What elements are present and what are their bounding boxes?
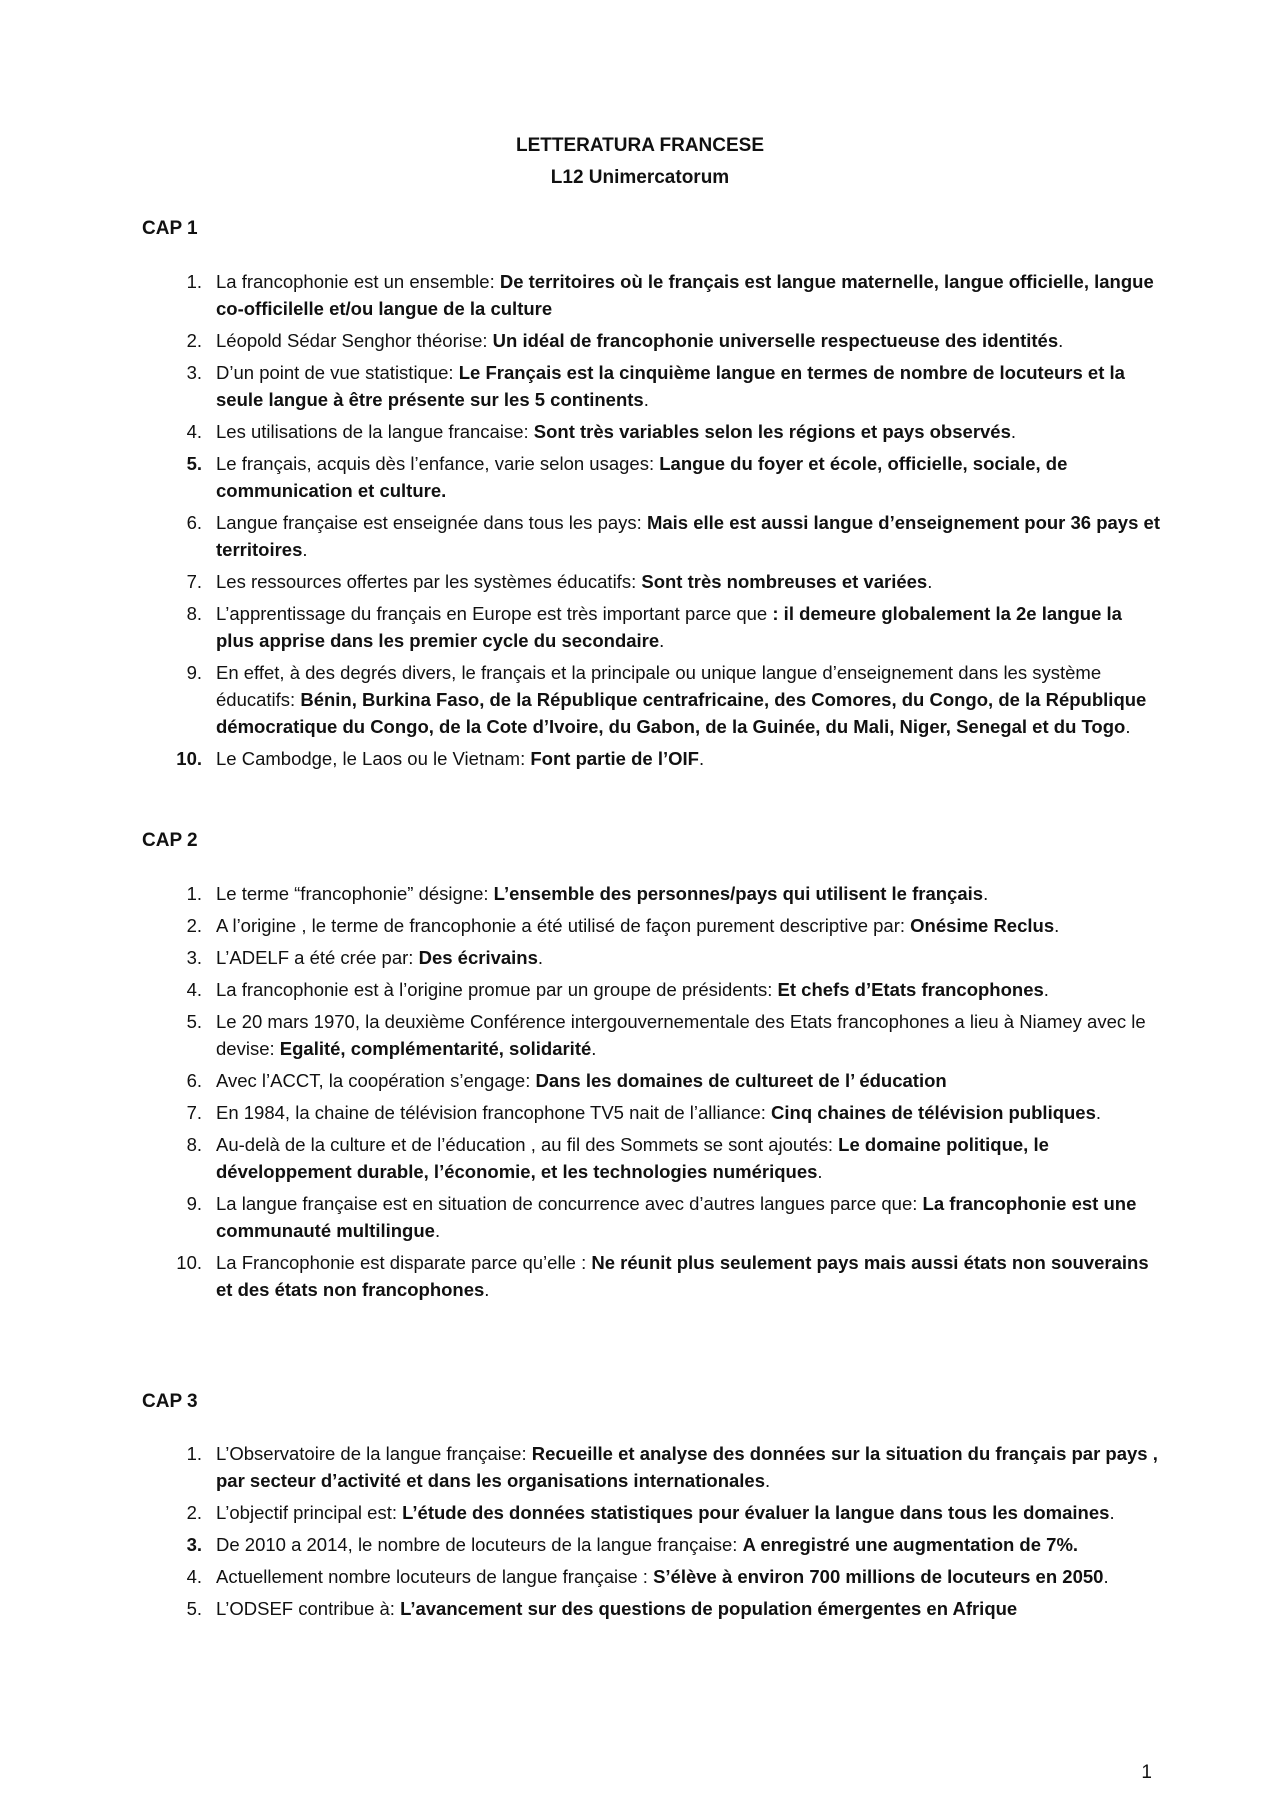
answer-text: Et chefs d’Etats francophones bbox=[777, 979, 1044, 1000]
item-number: 9. bbox=[186, 1193, 202, 1214]
answer-text: Langue du foyer et école, officielle, sociale, de communication et culture. bbox=[216, 453, 1068, 501]
section-heading-cap1: CAP 1 bbox=[142, 218, 198, 239]
question-text: Avec l’ACCT, la coopération s’engage: bbox=[216, 1070, 536, 1091]
document-title: LETTERATURA FRANCESE bbox=[515, 135, 765, 156]
item-number: 5. bbox=[186, 1011, 202, 1032]
question-text: Les ressources offertes par les systèmes éducatifs: bbox=[216, 571, 642, 592]
item-number: 4. bbox=[186, 1566, 202, 1587]
question-text: En effet, à des degrés divers, le français et la principale ou unique langue d’enseignement dans les système éducatifs: bbox=[216, 662, 1102, 710]
section-heading-cap3: CAP 3 bbox=[142, 1391, 198, 1412]
question-text: Le français, acquis dès l’enfance, varie selon usages: bbox=[216, 453, 660, 474]
question-text: Au-delà de la culture et de l’éducation , au fil des Sommets se sont ajoutés: bbox=[216, 1134, 839, 1155]
item-number: 8. bbox=[186, 1134, 202, 1155]
page-number: 1 bbox=[1141, 1762, 1152, 1783]
item-number: 3. bbox=[186, 947, 202, 968]
item-number: 10. bbox=[176, 748, 202, 769]
answer-text: La francophonie est une communauté multilingue bbox=[216, 1193, 1137, 1241]
item-number: 2. bbox=[186, 330, 202, 351]
answer-text: Des écrivains bbox=[418, 947, 538, 968]
item-number: 1. bbox=[186, 271, 202, 292]
item-end-punctuation: . bbox=[484, 1279, 490, 1300]
list-item bbox=[142, 1499, 1160, 1526]
item-end-punctuation: . bbox=[1010, 421, 1017, 442]
answer-text: Onésime Reclus bbox=[910, 915, 1055, 936]
answer-text: Cinq chaines de télévision publiques bbox=[771, 1102, 1096, 1123]
item-end-punctuation: . bbox=[1109, 1502, 1115, 1523]
answer-text: S’élève à environ 700 millions de locuteurs en 2050 bbox=[653, 1566, 1104, 1587]
list-item bbox=[142, 944, 1160, 971]
answer-text: Bénin, Burkina Faso, de la République centrafricaine, des Comores, du Congo, de la République démocratique du Congo, de la Cote d’Ivoire, du Gabon, de la Guinée, du Mali, Niger, Senegal et du Togo bbox=[216, 689, 1147, 737]
question-text: Le terme “francophonie” désigne: bbox=[216, 883, 494, 904]
item-number: 7. bbox=[186, 571, 202, 592]
answer-text: A enregistré une augmentation de 7%. bbox=[742, 1534, 1079, 1555]
list-item bbox=[142, 745, 1160, 772]
list-item bbox=[142, 1131, 1160, 1185]
question-text: L’ODSEF contribue à: bbox=[216, 1598, 401, 1619]
question-text: L’apprentissage du français en Europe est très important parce que bbox=[216, 603, 773, 624]
item-end-punctuation: . bbox=[591, 1038, 597, 1059]
list-item bbox=[142, 976, 1160, 1003]
item-number: 5. bbox=[186, 453, 202, 474]
item-number: 4. bbox=[186, 979, 202, 1000]
item-number: 2. bbox=[186, 915, 202, 936]
list-item bbox=[142, 327, 1160, 354]
list-item bbox=[142, 1595, 1160, 1622]
item-number: 10. bbox=[176, 1252, 202, 1273]
list-item bbox=[142, 912, 1160, 939]
item-number: 7. bbox=[186, 1102, 202, 1123]
item-number: 3. bbox=[186, 1534, 202, 1555]
question-text: Le 20 mars 1970, la deuxième Conférence intergouvernementale des Etats francophones a lieu à Niamey avec le devise: bbox=[216, 1011, 1146, 1059]
answer-text: Recueille et analyse des données sur la situation du français par pays , par secteur d’activité et dans les organisations internationales bbox=[216, 1443, 1158, 1491]
item-end-punctuation: . bbox=[983, 883, 989, 904]
question-text: Actuellement nombre locuteurs de langue française : bbox=[216, 1566, 654, 1587]
item-end-punctuation: . bbox=[537, 947, 544, 968]
list-item bbox=[142, 509, 1160, 563]
question-text: Langue française est enseignée dans tous les pays: bbox=[216, 512, 647, 533]
list-item bbox=[142, 359, 1160, 413]
list-item bbox=[142, 1440, 1160, 1494]
question-list-cap1 bbox=[142, 268, 1160, 777]
question-list-cap2 bbox=[142, 880, 1160, 1308]
question-text: L’Observatoire de la langue française: bbox=[216, 1443, 532, 1464]
item-end-punctuation: . bbox=[1125, 716, 1131, 737]
answer-text: Ne réunit plus seulement pays mais aussi états non souverains et des états non francophones bbox=[216, 1252, 1149, 1300]
list-item bbox=[142, 568, 1160, 595]
question-text: Léopold Sédar Senghor théorise: bbox=[216, 330, 493, 351]
list-item bbox=[142, 600, 1160, 654]
answer-text: Font partie de l’OIF bbox=[530, 748, 699, 769]
item-end-punctuation: . bbox=[1095, 1102, 1102, 1123]
answer-text: L’ensemble des personnes/pays qui utilisent le français bbox=[493, 883, 984, 904]
item-number: 1. bbox=[186, 883, 202, 904]
answer-text: : il demeure globalement la 2e langue la plus apprise dans les premier cycle du secondaire bbox=[216, 603, 1122, 651]
item-end-punctuation: . bbox=[817, 1161, 823, 1182]
list-item bbox=[142, 268, 1160, 322]
item-number: 5. bbox=[186, 1598, 202, 1619]
answer-text: Sont très variables selon les régions et pays observés bbox=[533, 421, 1011, 442]
answer-text: L’étude des données statistiques pour évaluer la langue dans tous les domaines bbox=[402, 1502, 1110, 1523]
question-text: D’un point de vue statistique: bbox=[216, 362, 459, 383]
question-text: L’objectif principal est: bbox=[216, 1502, 403, 1523]
answer-text: Un idéal de francophonie universelle respectueuse des identités bbox=[492, 330, 1059, 351]
list-item bbox=[142, 1563, 1160, 1590]
item-number: 3. bbox=[186, 362, 202, 383]
item-number: 6. bbox=[186, 1070, 202, 1091]
list-item bbox=[142, 418, 1160, 445]
section-heading-cap2: CAP 2 bbox=[142, 830, 198, 851]
answer-text: L’avancement sur des questions de population émergentes en Afrique bbox=[400, 1598, 1018, 1619]
answer-text: Le domaine politique, le développement durable, l’économie, et les technologies numériques bbox=[216, 1134, 1049, 1182]
item-end-punctuation: . bbox=[434, 1220, 441, 1241]
question-text: L’ADELF a été crée par: bbox=[216, 947, 419, 968]
question-text: La Francophonie est disparate parce qu’elle : bbox=[216, 1252, 592, 1273]
question-text: La francophonie est un ensemble: bbox=[216, 271, 500, 292]
list-item bbox=[142, 659, 1160, 740]
question-text: Le Cambodge, le Laos ou le Vietnam: bbox=[216, 748, 531, 769]
answer-text: Sont très nombreuses et variées bbox=[641, 571, 928, 592]
question-text: La francophonie est à l’origine promue par un groupe de présidents: bbox=[216, 979, 778, 1000]
answer-text: De territoires où le français est langue maternelle, langue officielle, langue co-officilelle et/ou langue de la culture bbox=[216, 271, 1154, 319]
list-item bbox=[142, 1190, 1160, 1244]
question-list-cap3 bbox=[142, 1440, 1160, 1627]
item-end-punctuation: . bbox=[1103, 1566, 1109, 1587]
item-end-punctuation: . bbox=[1054, 915, 1060, 936]
document-subtitle: L12 Unimercatorum bbox=[550, 167, 730, 188]
item-number: 4. bbox=[186, 421, 202, 442]
item-end-punctuation: . bbox=[643, 389, 649, 410]
item-number: 9. bbox=[186, 662, 202, 683]
question-text: Les utilisations de la langue francaise: bbox=[216, 421, 534, 442]
list-item bbox=[142, 1531, 1160, 1558]
answer-text: Le Français est la cinquième langue en termes de nombre de locuteurs et la seule langue à être présente sur les 5 continents bbox=[216, 362, 1125, 410]
list-item bbox=[142, 1008, 1160, 1062]
item-number: 2. bbox=[186, 1502, 202, 1523]
question-text: A l’origine , le terme de francophonie a été utilisé de façon purement descriptive par: bbox=[216, 915, 911, 936]
question-text: De 2010 a 2014, le nombre de locuteurs de la langue française: bbox=[216, 1534, 743, 1555]
list-item bbox=[142, 880, 1160, 907]
item-end-punctuation: . bbox=[698, 748, 705, 769]
item-end-punctuation: . bbox=[1043, 979, 1049, 1000]
answer-text: Dans les domaines de cultureet de l’ éducation bbox=[535, 1070, 947, 1091]
answer-text: Egalité, complémentarité, solidarité bbox=[279, 1038, 592, 1059]
question-text: En 1984, la chaine de télévision francophone TV5 nait de l’alliance: bbox=[216, 1102, 772, 1123]
list-item bbox=[142, 1099, 1160, 1126]
item-number: 6. bbox=[186, 512, 202, 533]
item-end-punctuation: . bbox=[302, 539, 308, 560]
list-item bbox=[142, 1249, 1160, 1303]
question-text: La langue française est en situation de concurrence avec d’autres langues parce que: bbox=[216, 1193, 923, 1214]
item-end-punctuation: . bbox=[927, 571, 933, 592]
list-item bbox=[142, 450, 1160, 504]
item-end-punctuation: . bbox=[1058, 330, 1064, 351]
list-item bbox=[142, 1067, 1160, 1094]
item-number: 8. bbox=[186, 603, 202, 624]
item-end-punctuation: . bbox=[659, 630, 665, 651]
answer-text: Mais elle est aussi langue d’enseignement pour 36 pays et territoires bbox=[216, 512, 1160, 560]
item-end-punctuation: . bbox=[765, 1470, 771, 1491]
item-number: 1. bbox=[186, 1443, 202, 1464]
